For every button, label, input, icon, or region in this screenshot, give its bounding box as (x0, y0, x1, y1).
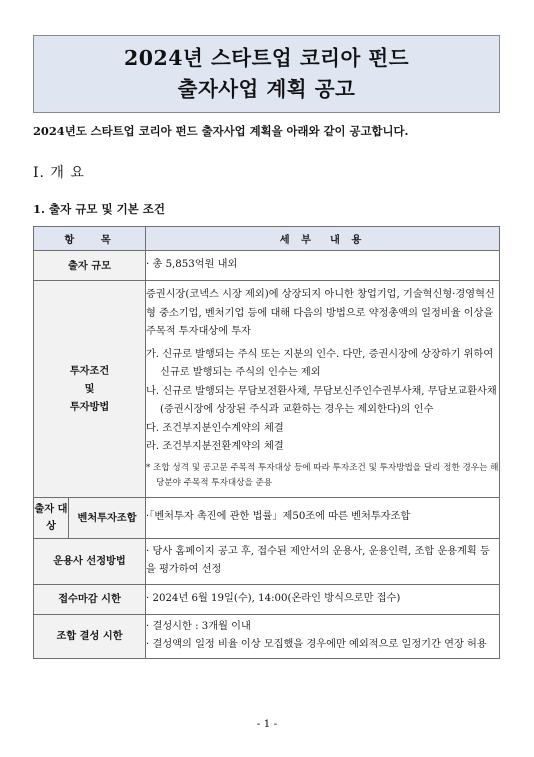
scale-label: 출자 규모 (34, 251, 146, 281)
target-group-label: 출자 대상 (34, 497, 69, 538)
table-header-row (34, 227, 500, 251)
table-row (34, 281, 500, 498)
conditions-item: 나. 신규로 발행되는 무담보전환사채, 무담보신주인수권부사채, 무담보교환사채(증권시장에 상장된 주식과 교환하는 경우는 제외한다)의 인수 (146, 385, 497, 415)
conditions-label (34, 281, 146, 498)
formation-detail-line: · 결성시한 : 3개월 이내 (146, 620, 251, 632)
conditions-item: 가. 신규로 발행되는 주식 또는 지분의 인수. 다만, 증권시장에 상장하기 위하여 신규로 발행되는 주식의 인수는 제외 (146, 348, 494, 378)
table-row (34, 538, 500, 584)
conditions-item: 라. 조건부지분전환계약의 체결 (146, 441, 284, 452)
table-row (34, 584, 500, 614)
formation-label: 조합 결성 시한 (34, 614, 146, 658)
conditions-item: 다. 조건부지분인수계약의 체결 (146, 422, 284, 434)
conditions-note: * 조합 성격 및 공고문 주목적 투자대상 등에 따라 투자조건 및 투자방법을 달리 정한 경우는 해당분야 주목적 투자대상을 준용 (146, 462, 499, 488)
header-item: 항 목 (34, 227, 146, 251)
overview-table (33, 226, 500, 659)
target-sub-label: 벤처투자조합 (69, 497, 146, 538)
conditions-label-line: 투자조건 (69, 364, 110, 377)
deadline-detail: · 2024년 6월 19일(수), 14:00(온라인 방식으로만 접수) (146, 584, 500, 614)
conditions-detail (146, 281, 500, 498)
conditions-intro: 증권시장(코넥스 시장 제외)에 상장되지 아니한 창업기업, 기술혁신형·경영혁신형 중소기업, 벤처기업 등에 대해 다음의 방법으로 약정총액의 일정비율 이상을 주목적 투자대상에 투자 (146, 289, 495, 337)
title-line-2: 출자사업 계획 공고 (177, 77, 356, 101)
formation-detail (146, 614, 500, 658)
subsection-heading: 1. 출자 규모 및 기본 조건 (33, 202, 166, 216)
scale-detail: · 총 5,853억원 내외 (146, 251, 500, 281)
selection-detail: · 당사 홈페이지 공고 후, 접수된 제안서의 운용사, 운용인력, 조합 운용계획 등을 평가하여 선정 (146, 538, 500, 584)
page-number: - 1 - (256, 718, 278, 730)
title-line-1: 2024년 스타트업 코리아 펀드 (124, 46, 409, 70)
deadline-label: 접수마감 시한 (34, 584, 146, 614)
target-detail: ·「벤처투자 촉진에 관한 법률」제50조에 따른 벤처투자조합 (146, 497, 500, 538)
formation-detail-line: · 결성액의 일정 비율 이상 모집했을 경우에만 예외적으로 일정기간 연장 허용 (146, 639, 487, 650)
conditions-label-line: 및 (84, 382, 95, 395)
selection-label: 운용사 선정방법 (34, 538, 146, 584)
title-box (33, 35, 500, 113)
table-row (34, 614, 500, 658)
table-row (34, 497, 500, 538)
header-detail: 세 부 내 용 (146, 227, 500, 251)
section-heading: Ⅰ. 개 요 (33, 165, 85, 181)
intro-text: 2024년도 스타트업 코리아 펀드 출자사업 계획을 아래와 같이 공고합니다. (33, 124, 409, 138)
conditions-label-line: 투자방법 (69, 400, 110, 413)
table-row (34, 251, 500, 281)
